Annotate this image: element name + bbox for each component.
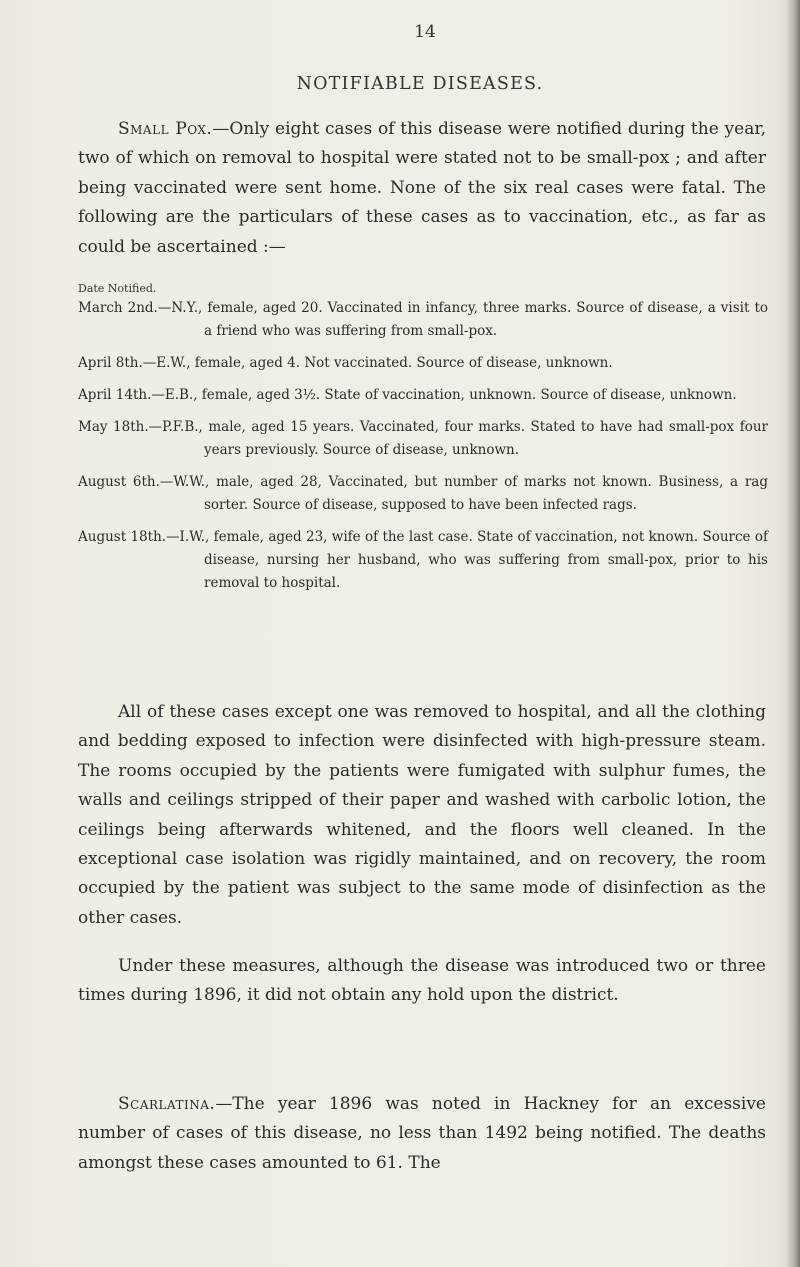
scarlatina-paragraph — [78, 1090, 766, 1178]
case-entry-april-14th: April 14th.—E.B., female, aged 3½. State of vaccination, unknown. Source of disease, unknown. — [78, 387, 737, 403]
case-entry-march-2nd: March 2nd.—N.Y., female, aged 20. Vaccinated in infancy, three marks. Source of disease, a visit to a friend who was suffering from small-pox. — [78, 300, 768, 339]
case-entry-april-8th: April 8th.—E.W., female, aged 4. Not vaccinated. Source of disease, unknown. — [78, 355, 613, 371]
case-entry-august-6th: August 6th.—W.W., male, aged 28, Vaccinated, but number of marks not known. Business, a rag sorter. Source of disease, supposed to have been infected rags. — [78, 474, 768, 513]
case-list — [78, 297, 768, 604]
scarlatina-text: —The year 1896 was noted in Hackney for an excessive number of cases of this disease, no less than 1492 being notified. The deaths amongst these cases amounted to 61. The — [78, 1094, 766, 1173]
smallpox-text: —Only eight cases of this disease were notified during the year, two of which on removal to hospital were stated not to be small-pox ; and after being vaccinated were sent home. None of the six real cases were fatal. The following are the particulars of these cases as to vaccination, etc., as far as could be ascertained :— — [78, 119, 767, 257]
page-edge-shadow — [786, 0, 800, 1267]
case-entry-may-18th: May 18th.—P.F.B., male, aged 15 years. Vaccinated, four marks. Stated to have had small-pox four years previously. Source of disease, unknown. — [78, 419, 768, 458]
scarlatina-lead: Scarlatina. — [118, 1094, 216, 1114]
removal-paragraph: All of these cases except one was removed to hospital, and all the clothing and bedding exposed to infection were disinfected with high-pressure steam. The rooms occupied by the patients were fumigated with sulphur fumes, the walls and ceilings stripped of their paper and washed with carbolic lotion, the ceilings being afterwards whitened, and the floors well cleaned. In the exceptional case isolation was rigidly maintained, and on recovery, the room occupied by the patient was subject to the same mode of disinfection as the other cases. — [78, 702, 766, 928]
smallpox-lead: Small Pox. — [118, 119, 213, 139]
section-heading: NOTIFIABLE DISEASES. — [296, 74, 544, 94]
measures-paragraph: Under these measures, although the disease was introduced two or three times during 1896, it did not obtain any hold upon the district. — [78, 956, 766, 1006]
page-number: 14 — [414, 22, 436, 42]
case-entry-august-18th: August 18th.—I.W., female, aged 23, wife of the last case. State of vaccination, not known. Source of disease, nursing her husband, who was suffering from small-pox, prior to his removal to hospital. — [78, 529, 768, 591]
date-notified-label: Date Notified. — [78, 282, 157, 295]
smallpox-paragraph — [78, 115, 766, 262]
